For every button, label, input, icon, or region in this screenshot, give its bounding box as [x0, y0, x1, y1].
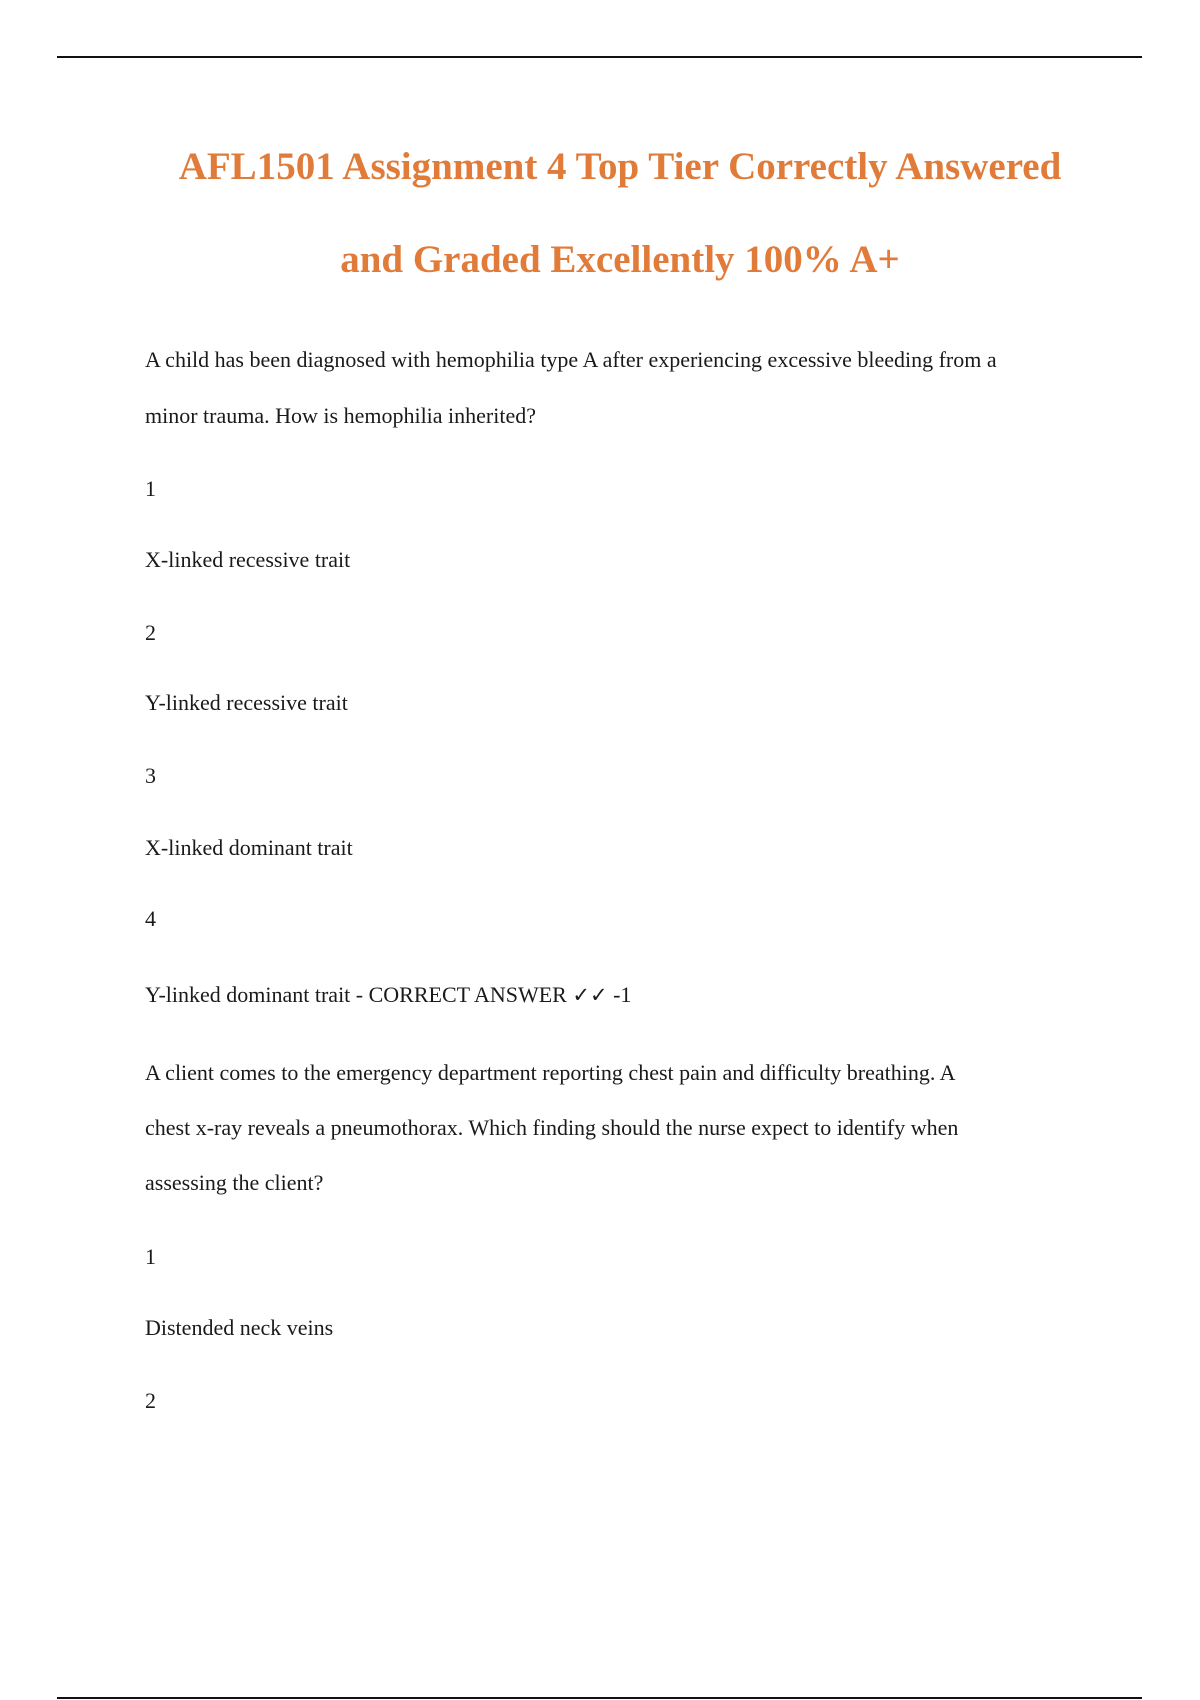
- option-number: 3: [145, 763, 156, 788]
- document-title-line-1: AFL1501 Assignment 4 Top Tier Correctly Answered: [178, 145, 1062, 188]
- option-number: 2: [145, 1388, 156, 1413]
- footer-rule: [57, 1697, 1142, 1699]
- question-stem-line: assessing the client?: [145, 1170, 324, 1195]
- option-number: 4: [145, 906, 156, 931]
- answer-suffix: -1: [607, 982, 632, 1007]
- option-number: 1: [145, 476, 156, 501]
- option-number: 1: [145, 1244, 156, 1269]
- correct-answer-line: [145, 982, 631, 1008]
- question-stem-line: chest x-ray reveals a pneumothorax. Which finding should the nurse expect to identify when: [145, 1115, 959, 1140]
- option-text: Y-linked recessive trait: [145, 690, 348, 715]
- question-stem-line: A client comes to the emergency department reporting chest pain and difficulty breathing. A: [145, 1060, 956, 1085]
- option-text: Y-linked dominant trait - CORRECT ANSWER: [145, 982, 567, 1007]
- document-title-line-2: and Graded Excellently 100% A+: [340, 238, 900, 281]
- check-icon: ✓✓: [572, 983, 608, 1007]
- option-number: 2: [145, 620, 156, 645]
- header-rule: [57, 56, 1142, 58]
- question-stem-line: minor trauma. How is hemophilia inherited?: [145, 403, 537, 428]
- option-text: X-linked recessive trait: [145, 547, 351, 572]
- option-text: X-linked dominant trait: [145, 835, 353, 860]
- option-text: Distended neck veins: [145, 1315, 334, 1340]
- question-stem-line: A child has been diagnosed with hemophilia type A after experiencing excessive bleeding from a: [145, 347, 997, 372]
